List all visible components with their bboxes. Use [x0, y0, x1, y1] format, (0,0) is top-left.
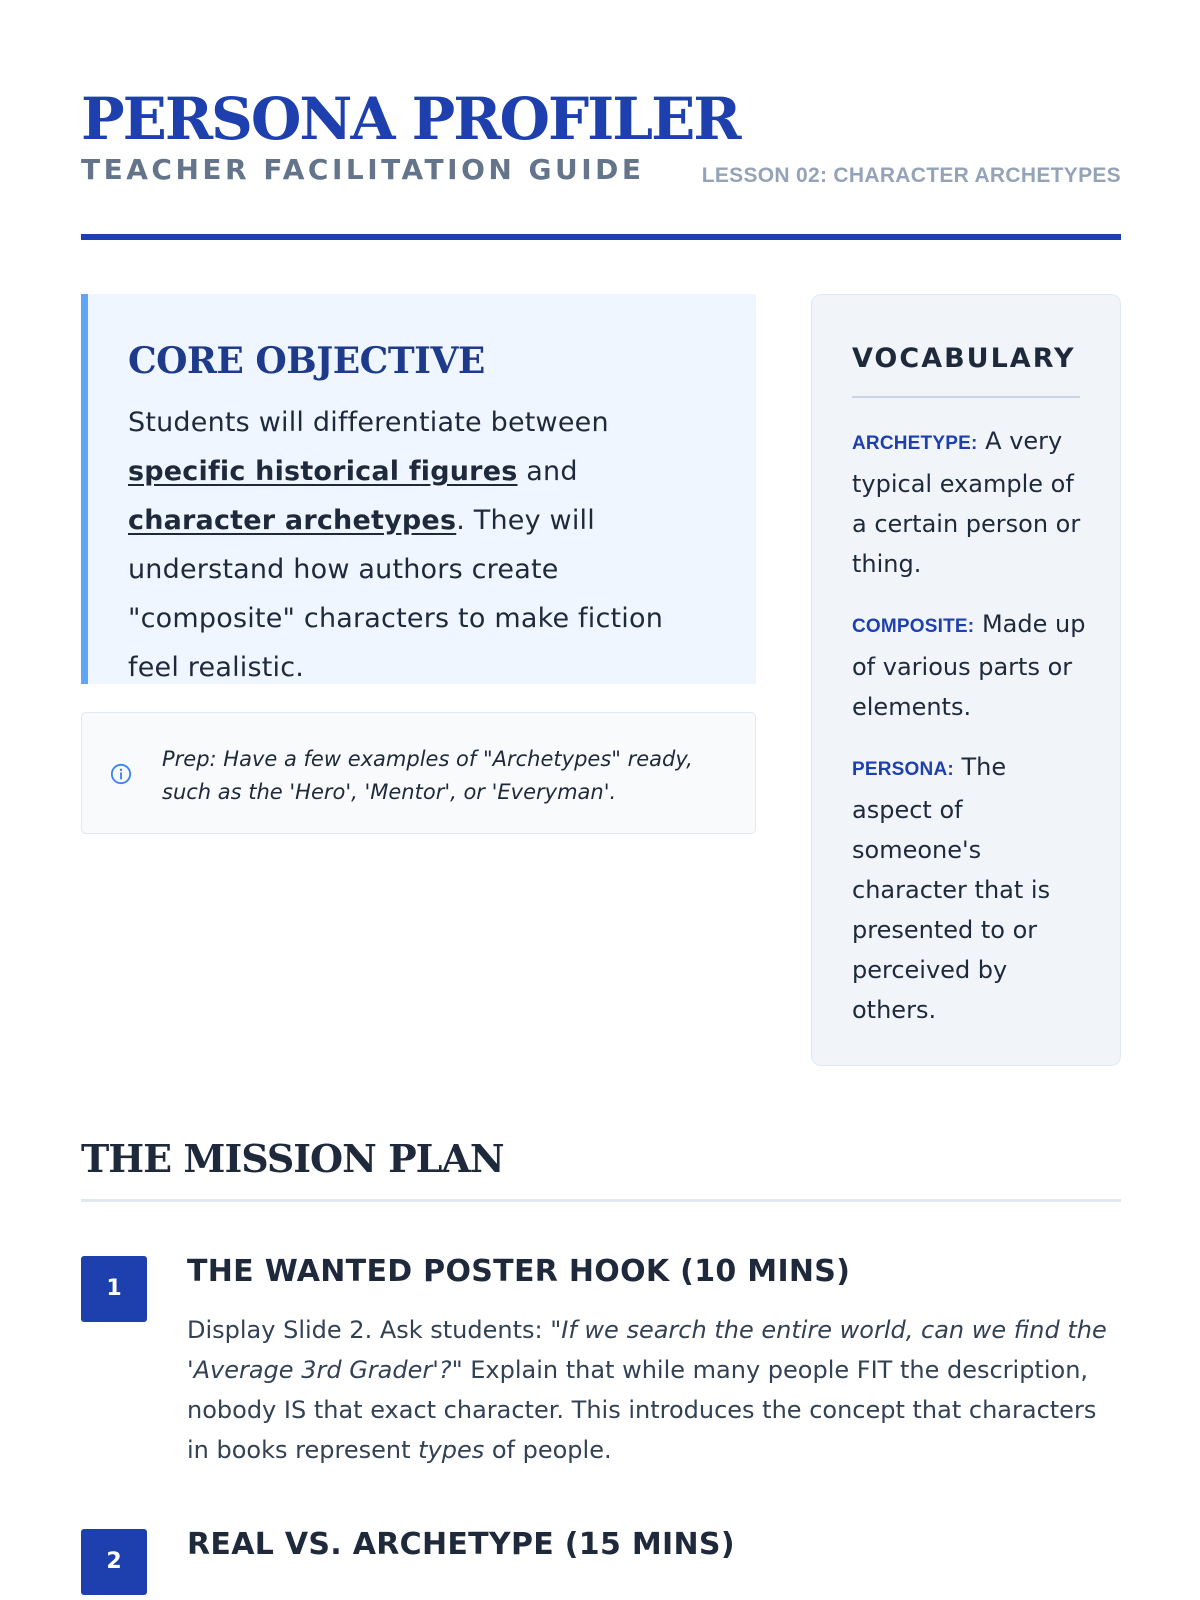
vocabulary-heading: VOCABULARY — [852, 343, 1076, 374]
mission-plan-heading: THE MISSION PLAN — [81, 1136, 504, 1181]
page-subtitle: TEACHER FACILITATION GUIDE — [81, 153, 645, 186]
mission-plan-divider — [81, 1199, 1121, 1202]
step-heading: THE WANTED POSTER HOOK (10 MINS) — [187, 1254, 851, 1289]
info-icon — [110, 763, 132, 785]
vocabulary-definition: A very typical example of a certain person or thing. — [852, 427, 1081, 578]
objective-term-character-archetypes: character archetypes — [128, 505, 457, 536]
lesson-label: LESSON 02: CHARACTER ARCHETYPES — [701, 164, 1121, 187]
objective-text-part: and — [517, 456, 578, 487]
header-divider — [81, 234, 1121, 240]
guide-page — [81, 0, 1121, 1600]
vocabulary-definition: The aspect of someone's character that is presented to or perceived by others. — [852, 753, 1051, 1024]
core-objective-text — [128, 398, 716, 692]
core-objective-heading: CORE OBJECTIVE — [128, 340, 485, 382]
vocabulary-term: PERSONA: — [852, 759, 954, 780]
step-text: Explain that while many people FIT the description, nobody IS that exact character. This introduces the concept that characters in books represent — [187, 1356, 1097, 1464]
vocabulary-item-persona — [852, 747, 1087, 1030]
vocabulary-item-archetype — [852, 421, 1087, 584]
vocabulary-term: COMPOSITE: — [852, 616, 975, 637]
step-text: of people. — [484, 1436, 612, 1464]
prep-note — [81, 712, 756, 834]
core-objective-box — [81, 294, 756, 684]
vocabulary-panel — [811, 294, 1121, 1066]
objective-term-historical-figures: specific historical figures — [128, 456, 518, 487]
objective-text-part: . They will understand how authors create "composite" characters to make fiction feel realistic. — [128, 505, 664, 683]
objective-text-part: Students will differentiate between — [128, 407, 609, 438]
vocabulary-term: ARCHETYPE: — [852, 433, 978, 454]
step-quote: "If we search the entire world, can we find the 'Average 3rd Grader'?" — [187, 1316, 1107, 1384]
vocabulary-divider — [852, 396, 1080, 398]
vocabulary-item-composite — [852, 604, 1087, 727]
prep-note-text: Prep: Have a few examples of "Archetypes" ready, such as the 'Hero', 'Mentor', or 'Everyman'. — [162, 747, 693, 804]
step-number-badge: 2 — [81, 1529, 147, 1595]
step-description — [187, 1310, 1117, 1470]
page-title: PERSONA PROFILER — [81, 85, 740, 153]
step-number-badge: 1 — [81, 1256, 147, 1322]
step-emphasis: types — [418, 1436, 485, 1464]
vocabulary-definition: Made up of various parts or elements. — [852, 610, 1086, 721]
step-text: Display Slide 2. Ask students: — [187, 1316, 551, 1344]
vocabulary-list — [852, 421, 1087, 1050]
step-heading: REAL VS. ARCHETYPE (15 MINS) — [187, 1527, 735, 1562]
page-header — [81, 80, 1121, 240]
